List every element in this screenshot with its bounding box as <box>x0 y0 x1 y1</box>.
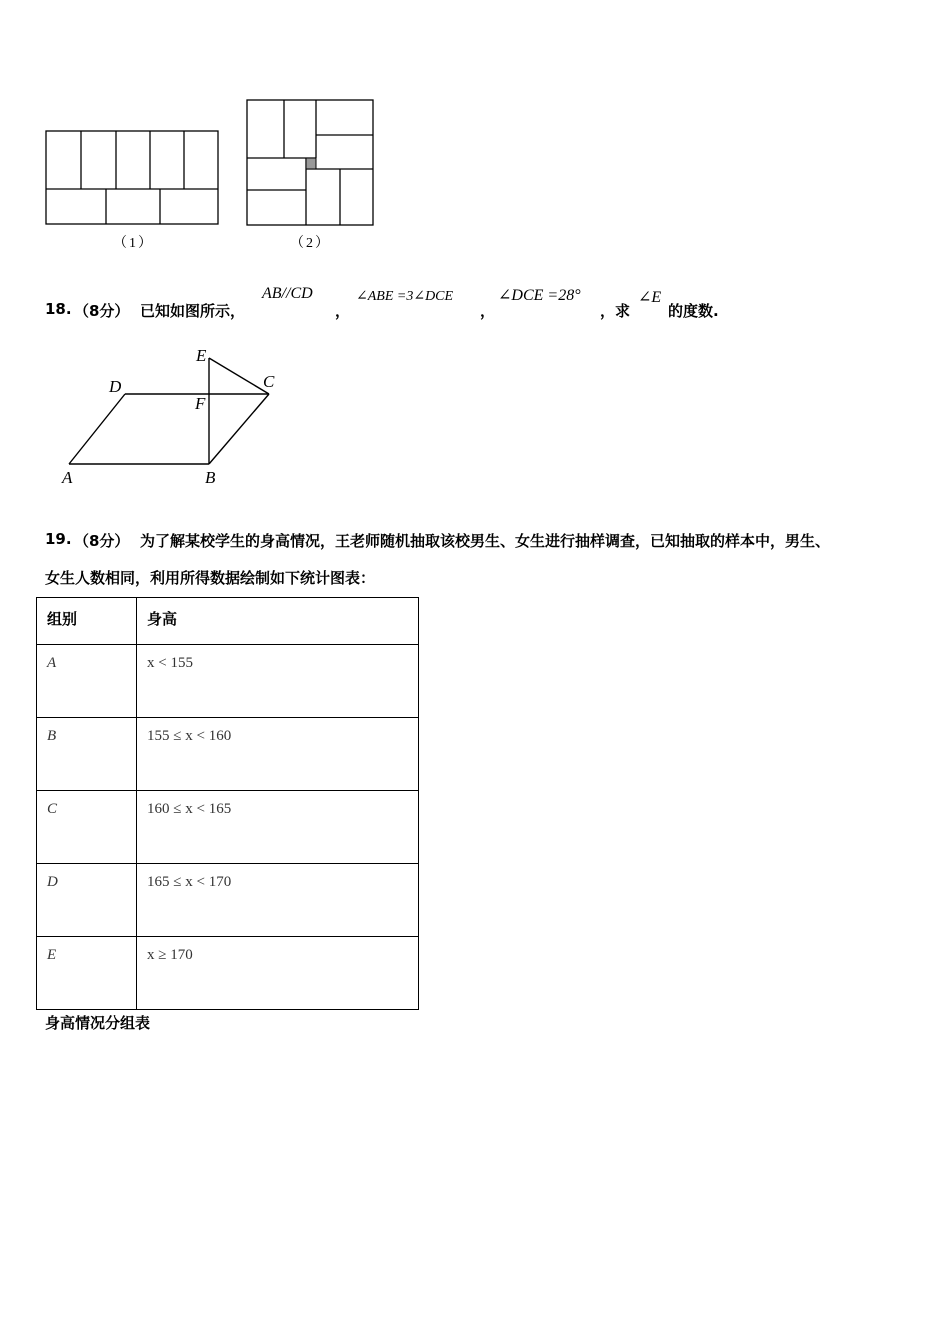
q18-number: 18. <box>45 300 72 318</box>
table-cell-group: B <box>37 718 137 791</box>
table-cell-group: C <box>37 791 137 864</box>
table-cell-group: D <box>37 864 137 937</box>
point-label-B: B <box>205 468 216 487</box>
fig1-outer-rect <box>46 131 218 224</box>
q18-condition-parallel: AB//CD <box>262 285 313 302</box>
height-group-table <box>36 597 419 1010</box>
table-row <box>37 645 419 718</box>
figure-1-caption: （1） <box>113 236 154 251</box>
table-header-height: 身高 <box>137 598 419 645</box>
table-row <box>37 864 419 937</box>
table-cell-group: E <box>37 937 137 1010</box>
q19-text-line2: 女生人数相同，利用所得数据绘制如下统计图表： <box>45 569 376 587</box>
table-row <box>37 937 419 1010</box>
table-caption: 身高情况分组表 <box>45 1014 151 1032</box>
table-cell-range: x ≥ 170 <box>137 937 419 1010</box>
q18-separator-2: ， <box>480 302 496 320</box>
segment-BC <box>209 394 269 464</box>
q18-condition-angle-value: ∠DCE =28° <box>498 287 581 304</box>
table-cell-range: 165 ≤ x < 170 <box>137 864 419 937</box>
point-label-A: A <box>62 468 73 487</box>
q18-intro-text: 已知如图所示， <box>140 302 246 320</box>
table-row <box>37 718 419 791</box>
segment-EC <box>209 358 269 394</box>
q18-points: （8分） <box>74 302 130 320</box>
figure-2-rectangles <box>242 95 378 230</box>
q18-ask-text: ，求 <box>600 302 631 320</box>
q18-separator-1: ， <box>335 302 351 320</box>
table-header-group: 组别 <box>37 598 137 645</box>
table-row <box>37 791 419 864</box>
q18-geometry-figure <box>55 340 295 500</box>
q18-target-angle: ∠E <box>638 289 662 306</box>
point-label-E: E <box>196 346 207 365</box>
table-cell-range: 155 ≤ x < 160 <box>137 718 419 791</box>
q19-number: 19. <box>45 530 72 548</box>
fig2-small-square <box>306 158 316 169</box>
q18-end-text: 的度数. <box>668 302 719 320</box>
table-cell-range: 160 ≤ x < 165 <box>137 791 419 864</box>
q19-points: （8分） <box>74 532 130 550</box>
table-cell-group: A <box>37 645 137 718</box>
point-label-F: F <box>195 394 206 413</box>
table-cell-range: x < 155 <box>137 645 419 718</box>
figure-2-caption: （2） <box>290 236 331 251</box>
figure-1-rectangles <box>40 125 225 230</box>
table-header-row <box>37 598 419 645</box>
q19-text-line1: 为了解某校学生的身高情况，王老师随机抽取该校男生、女生进行抽样调查，已知抽取的样本中，男生、 <box>140 532 831 550</box>
q18-condition-angle-ratio: ∠ABE =3∠DCE <box>356 289 454 304</box>
segment-AD <box>69 394 125 464</box>
point-label-D: D <box>109 377 122 396</box>
point-label-C: C <box>263 372 275 391</box>
